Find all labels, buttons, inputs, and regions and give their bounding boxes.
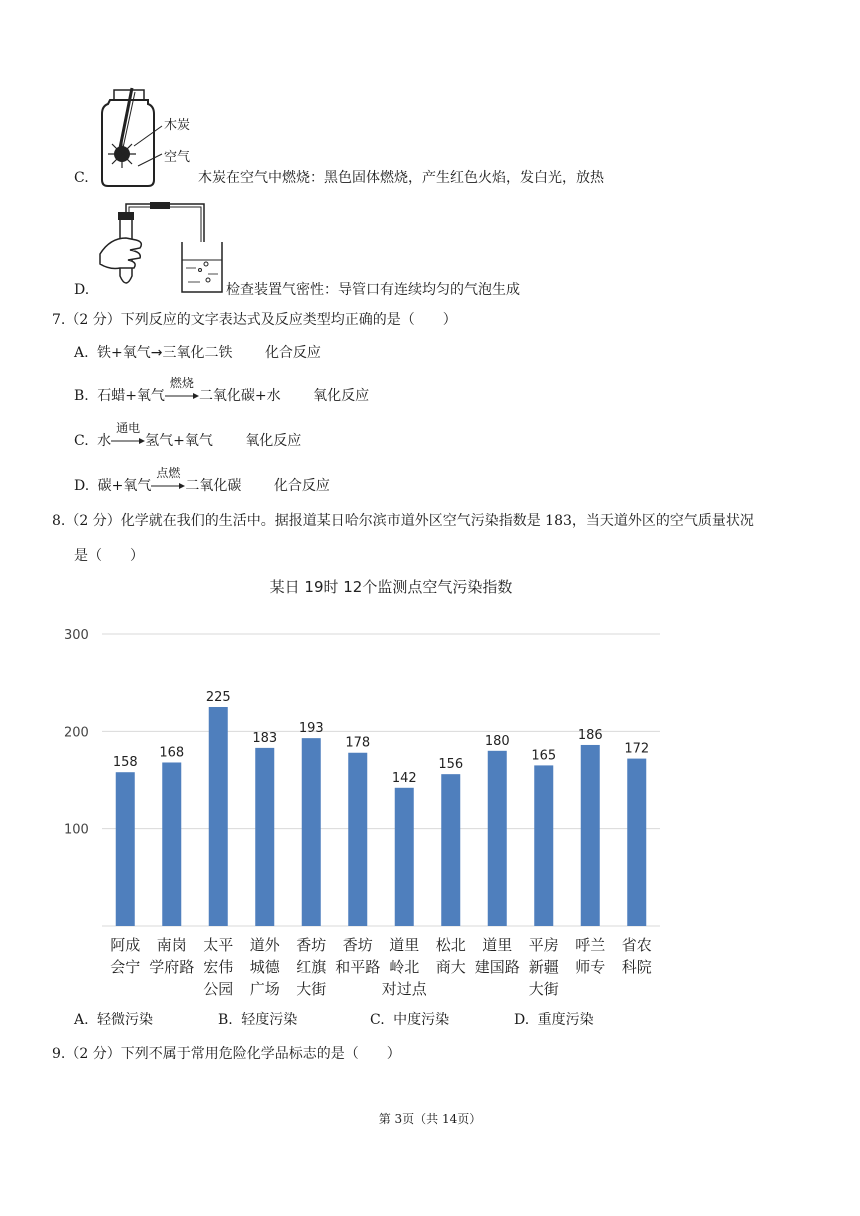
option-d-letter: D. bbox=[74, 282, 90, 298]
charcoal-jar-illustration bbox=[96, 82, 206, 190]
q7-b-products: 二氧化碳+水 bbox=[198, 388, 281, 404]
x-tick-label: 南岗 bbox=[156, 936, 187, 954]
q7-c-reactants: 水 bbox=[97, 433, 112, 449]
x-tick-label: 会宁 bbox=[110, 958, 141, 976]
q8-option-c bbox=[370, 1010, 449, 1030]
data-label: 178 bbox=[345, 735, 371, 751]
q7-a-reactants: 铁+氧气 bbox=[97, 345, 151, 361]
bar bbox=[209, 707, 228, 926]
x-tick-label: 和平路 bbox=[335, 958, 381, 976]
data-label: 156 bbox=[438, 757, 464, 773]
q7-c-reaction-arrow bbox=[111, 421, 145, 451]
q7-a-type: 化合反应 bbox=[264, 345, 321, 361]
x-tick-label: 香坊 bbox=[342, 936, 373, 954]
bar bbox=[395, 788, 414, 926]
q7-c-condition: 通电 bbox=[116, 421, 141, 435]
bar bbox=[255, 748, 274, 926]
q8-a-text: 轻微污染 bbox=[97, 1012, 154, 1028]
q8-option-b bbox=[218, 1010, 297, 1030]
y-tick-label: 200 bbox=[64, 725, 89, 741]
q7-c-products: 氢气+氧气 bbox=[145, 433, 213, 449]
bar bbox=[162, 762, 181, 926]
x-tick-label: 道外 bbox=[249, 936, 280, 954]
x-tick-label: 红旗 bbox=[296, 958, 327, 976]
q7-b-reactants: 石蜡+氧气 bbox=[97, 388, 165, 404]
x-tick-label: 新疆 bbox=[528, 958, 559, 976]
q7-d-letter: D. bbox=[74, 478, 90, 494]
airtightness-figure bbox=[96, 198, 226, 296]
pollution-chart bbox=[60, 566, 680, 1010]
q7-c-type: 氧化反应 bbox=[245, 433, 302, 449]
bar bbox=[302, 738, 321, 926]
x-tick-label: 宏伟 bbox=[203, 958, 234, 976]
data-label: 165 bbox=[531, 748, 557, 764]
q7-b-type: 氧化反应 bbox=[313, 388, 370, 404]
data-label: 168 bbox=[159, 745, 185, 761]
q7-a-products: 三氧化二铁 bbox=[162, 345, 233, 361]
pollution-bar-chart bbox=[60, 566, 680, 1010]
x-tick-label: 科院 bbox=[621, 958, 652, 976]
q7-option-a bbox=[74, 343, 321, 363]
q8-c-letter: C. bbox=[370, 1012, 385, 1028]
x-tick-label: 香坊 bbox=[296, 936, 327, 954]
q7-d-reactants: 碳+氧气 bbox=[97, 478, 152, 494]
x-tick-label: 公园 bbox=[203, 980, 234, 998]
x-tick-label: 道里 bbox=[389, 936, 420, 954]
q7-b-reaction-arrow bbox=[165, 376, 199, 406]
data-label: 183 bbox=[252, 730, 278, 746]
x-tick-label: 岭北 bbox=[389, 958, 420, 976]
q7-d-type: 化合反应 bbox=[273, 478, 330, 494]
bar bbox=[627, 759, 646, 926]
data-label: 186 bbox=[577, 727, 603, 743]
q8-d-text: 重度污染 bbox=[537, 1012, 594, 1028]
q7-b-letter: B. bbox=[74, 388, 89, 404]
y-tick-label: 300 bbox=[64, 628, 89, 643]
x-tick-label: 省农 bbox=[621, 936, 652, 954]
data-label: 225 bbox=[205, 690, 231, 705]
bar bbox=[348, 753, 367, 926]
x-tick-label: 大街 bbox=[528, 980, 559, 998]
airtightness-illustration bbox=[96, 198, 226, 296]
q7-b-condition: 燃烧 bbox=[169, 376, 194, 390]
option-d-text: 检查装置气密性：导管口有连续均匀的气泡生成 bbox=[226, 282, 520, 298]
charcoal-jar-figure bbox=[96, 82, 206, 190]
arrow-icon bbox=[151, 482, 185, 490]
q7-stem: 7.（2 分）下列反应的文字表达式及反应类型均正确的是（ ） bbox=[52, 312, 457, 328]
x-tick-label: 松北 bbox=[435, 936, 466, 954]
q7-option-b bbox=[74, 376, 370, 406]
x-tick-label: 对过点 bbox=[381, 980, 427, 998]
x-tick-label: 商大 bbox=[435, 958, 466, 976]
q8-option-d bbox=[514, 1010, 594, 1030]
option-c-letter: C. bbox=[74, 170, 89, 186]
data-label: 180 bbox=[484, 733, 510, 749]
x-tick-label: 太平 bbox=[203, 936, 234, 954]
q7-d-condition: 点燃 bbox=[156, 466, 181, 480]
x-tick-label: 建国路 bbox=[474, 958, 520, 976]
q9-stem: 9.（2 分）下列不属于常用危险化学品标志的是（ ） bbox=[52, 1046, 401, 1062]
data-label: 172 bbox=[624, 741, 650, 757]
option-c-text: 木炭在空气中燃烧：黑色固体燃烧，产生红色火焰，发白光，放热 bbox=[198, 170, 604, 186]
x-tick-label: 师专 bbox=[575, 958, 606, 976]
data-label: 193 bbox=[298, 721, 324, 737]
chart-title: 某日 19时 12个监测点空气污染指数 bbox=[269, 578, 513, 596]
arrow-icon bbox=[165, 392, 199, 400]
label-charcoal: 木炭 bbox=[164, 118, 191, 133]
page-footer: 第 3页（共 14页） bbox=[378, 1112, 482, 1126]
x-tick-label: 道里 bbox=[482, 936, 513, 954]
y-tick-label: 100 bbox=[64, 822, 89, 838]
q7-c-letter: C. bbox=[74, 433, 89, 449]
x-tick-label: 平房 bbox=[528, 936, 559, 954]
x-tick-label: 呼兰 bbox=[575, 936, 606, 954]
x-tick-label: 学府路 bbox=[149, 958, 195, 976]
q8-c-text: 中度污染 bbox=[393, 1012, 450, 1028]
label-air: 空气 bbox=[164, 150, 191, 165]
q7-option-c bbox=[74, 421, 302, 451]
q7-d-reaction-arrow bbox=[151, 466, 185, 496]
q7-option-d bbox=[74, 466, 330, 496]
data-label: 142 bbox=[391, 770, 417, 786]
x-tick-label: 阿成 bbox=[110, 936, 141, 954]
x-tick-label: 大街 bbox=[296, 980, 327, 998]
q8-d-letter: D. bbox=[514, 1012, 530, 1028]
q8-stem-line2: 是（ ） bbox=[74, 548, 144, 564]
q7-d-products: 二氧化碳 bbox=[185, 478, 242, 494]
q8-option-a bbox=[74, 1010, 153, 1030]
bar bbox=[581, 745, 600, 926]
bar bbox=[488, 751, 507, 926]
q8-a-letter: A. bbox=[74, 1012, 89, 1028]
x-tick-label: 城德 bbox=[249, 958, 280, 976]
q7-a-letter: A. bbox=[74, 345, 89, 361]
bar bbox=[116, 772, 135, 926]
q8-b-letter: B. bbox=[218, 1012, 233, 1028]
q8-b-text: 轻度污染 bbox=[241, 1012, 298, 1028]
x-tick-label: 广场 bbox=[249, 980, 280, 998]
bar bbox=[534, 765, 553, 926]
data-label: 158 bbox=[112, 755, 138, 771]
q7-a-arrow: → bbox=[150, 345, 163, 361]
q8-stem-line1: 8.（2 分）化学就在我们的生活中。据报道某日哈尔滨市道外区空气污染指数是 183，当天道外区的空气质量状况 bbox=[52, 513, 754, 529]
arrow-icon bbox=[111, 437, 145, 445]
bar bbox=[441, 774, 460, 926]
